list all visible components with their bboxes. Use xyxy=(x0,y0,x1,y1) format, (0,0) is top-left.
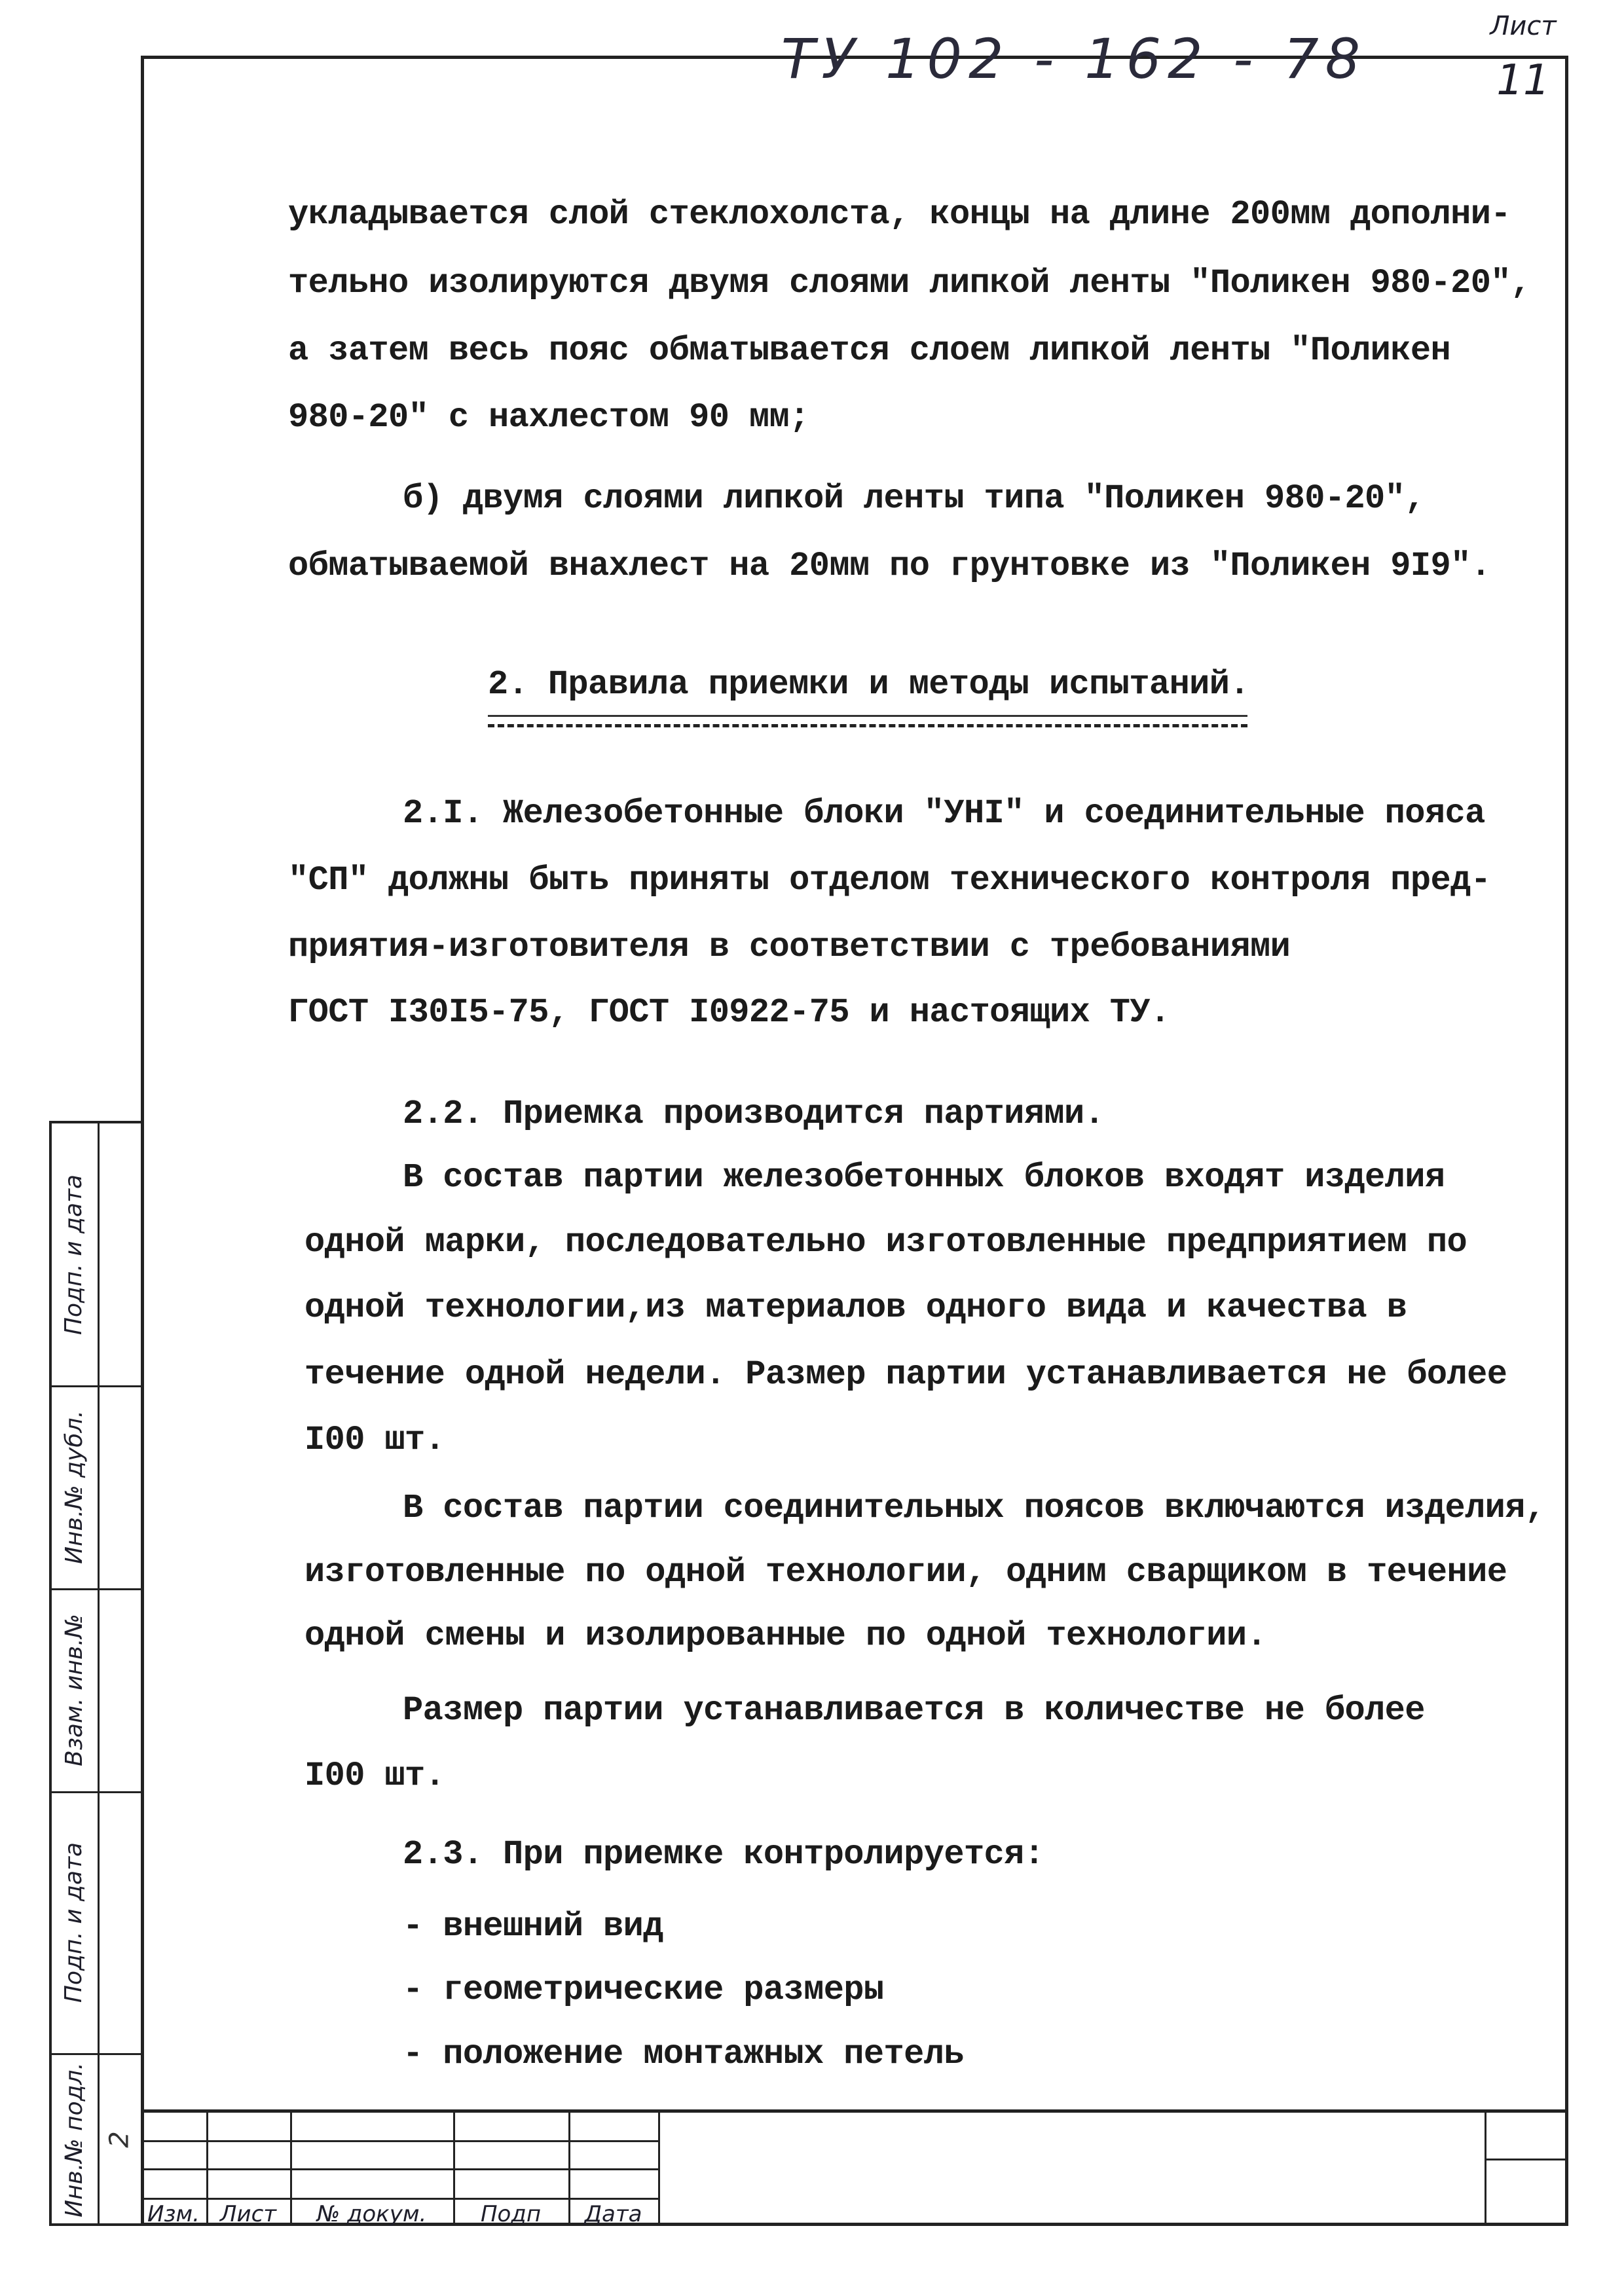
caption-signature: Подп xyxy=(480,2201,542,2227)
body-line: течение одной недели. Размер партии устанавливается не более xyxy=(304,1355,1507,1394)
body-line: ГОСТ I30I5-75, ГОСТ I0922-75 и настоящих ТУ. xyxy=(288,993,1170,1032)
body-line: - внешний вид xyxy=(403,1907,663,1946)
stamp-label: Подп. и дата xyxy=(60,1174,88,1335)
body-line: приятия-изготовителя в соответствии с требованиями xyxy=(288,928,1291,966)
body-line: 2.2. Приемка производится партиями. xyxy=(403,1095,1105,1133)
body-line: изготовленные по одной технологии, одним сварщиком в течение xyxy=(304,1553,1507,1592)
stamp-label: Инв.№ дубл. xyxy=(60,1410,88,1564)
stamp-row-original-inv xyxy=(52,2053,141,2226)
stamp-label: Инв.№ подл. xyxy=(60,2062,88,2217)
sheet-label: Лист xyxy=(1490,11,1557,41)
body-line: - положение монтажных петель xyxy=(403,2035,964,2073)
document-code: ТУ 102 - 162 - 78 xyxy=(781,27,1367,91)
body-line: одной смены и изолированные по одной технологии. xyxy=(304,1616,1267,1655)
sheet-number: 11 xyxy=(1496,56,1550,105)
body-line: 2.I. Железобетонные блоки "УНI" и соединительные пояса xyxy=(403,794,1485,833)
caption-change: Изм. xyxy=(147,2201,200,2227)
heading-underline xyxy=(488,715,1247,717)
body-line: 980-20" с нахлестом 90 мм; xyxy=(288,398,809,437)
body-line: I00 шт. xyxy=(304,1757,445,1795)
body-line: одной технологии,из материалов одного вида и качества в xyxy=(304,1288,1407,1327)
stamp-label: Подп. и дата xyxy=(60,1842,88,2003)
section-heading: 2. Правила приемки и методы испытаний. xyxy=(488,665,1249,704)
body-line: укладывается слой стеклохолста, концы на длине 200мм дополни- xyxy=(288,195,1511,234)
body-line: обматываемой внахлест на 20мм по грунтовке из "Поликен 9I9". xyxy=(288,547,1491,585)
title-block xyxy=(141,2109,1568,2226)
stamp-label: Взам. инв.№ xyxy=(60,1613,88,1766)
body-line: 2.3. При приемке контролируется: xyxy=(403,1835,1044,1874)
drawing-frame xyxy=(141,56,1568,2226)
body-line: одной марки, последовательно изготовленные предприятием по xyxy=(304,1223,1467,1262)
stamp-row-sign-date-bottom xyxy=(52,1791,141,2055)
body-line: I00 шт. xyxy=(304,1421,445,1459)
body-line: а затем весь пояс обматывается слоем липкой ленты "Поликен xyxy=(288,331,1451,370)
stamp-row-sign-date-top xyxy=(52,1123,141,1387)
stamp-row-replace-inv xyxy=(52,1588,141,1793)
body-line: В состав партии соединительных поясов включаются изделия, xyxy=(403,1489,1545,1527)
stamp-row-dup-inv xyxy=(52,1385,141,1590)
body-line: Размер партии устанавливается в количестве не более xyxy=(403,1691,1425,1730)
body-line: В состав партии железобетонных блоков входят изделия xyxy=(403,1158,1445,1197)
body-line: - геометрические размеры xyxy=(403,1971,884,2009)
heading-dashed-rule xyxy=(488,724,1247,727)
body-line: тельно изолируются двумя слоями липкой ленты "Поликен 980-20", xyxy=(288,264,1531,302)
body-line: б) двумя слоями липкой ленты типа "Поликен 980-20", xyxy=(403,479,1425,518)
caption-sheet: Лист xyxy=(219,2201,277,2227)
body-line: "СП" должны быть приняты отделом технического контроля пред- xyxy=(288,861,1491,900)
handwritten-inventory-number: 2 xyxy=(104,2131,135,2148)
caption-document-number: № докум. xyxy=(316,2201,427,2227)
stamp-column xyxy=(49,1121,141,2226)
caption-date: Дата xyxy=(584,2201,642,2227)
